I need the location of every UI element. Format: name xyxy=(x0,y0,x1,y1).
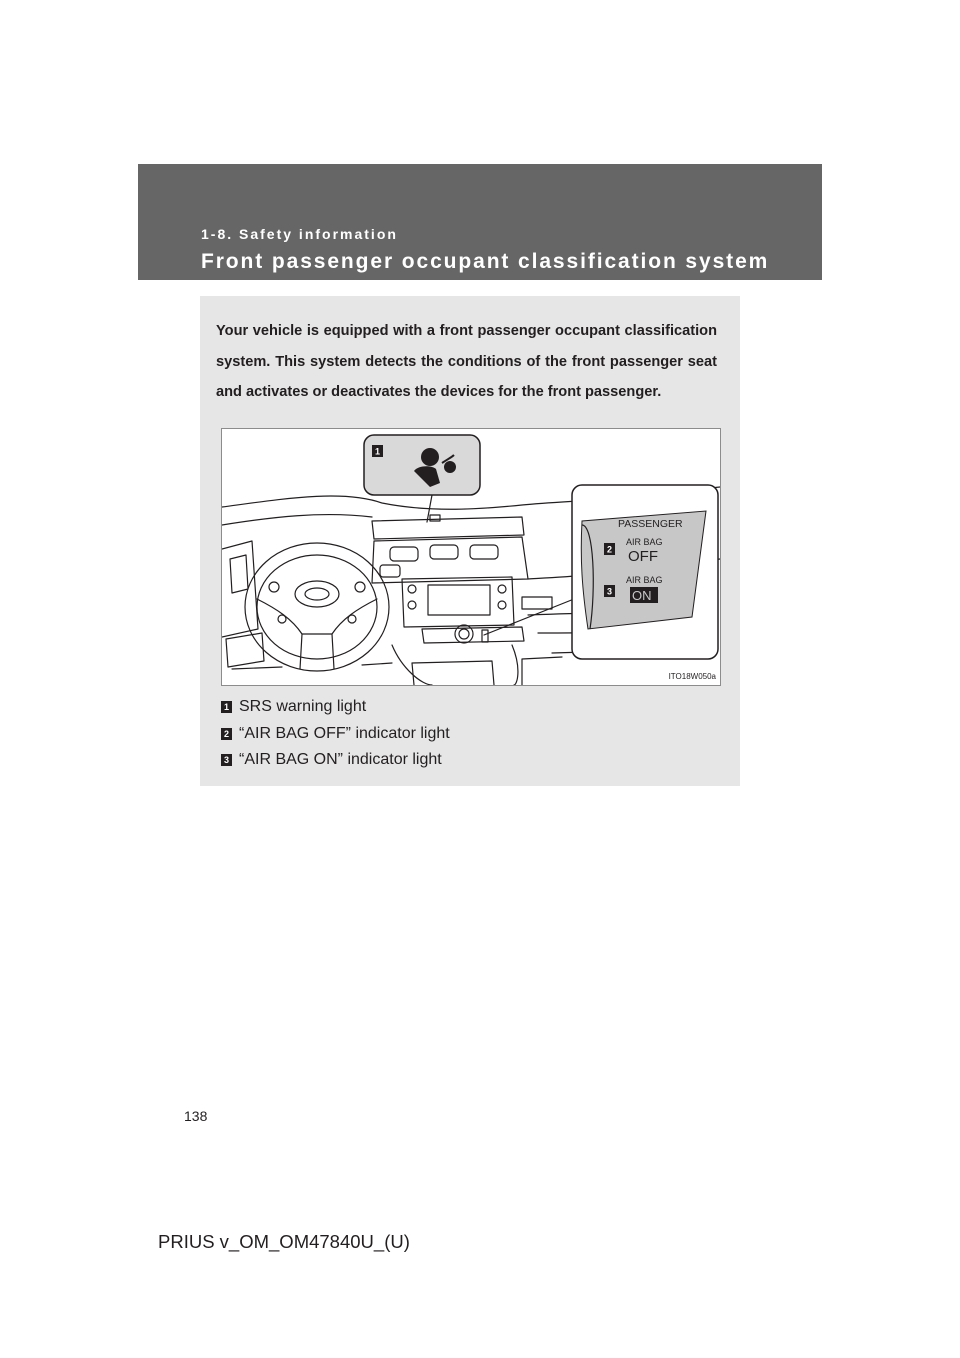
off-indicator: OFF xyxy=(628,548,658,565)
svg-text:2: 2 xyxy=(606,544,613,555)
document-id: PRIUS v_OM_OM47840U_(U) xyxy=(158,1231,410,1252)
number-badge: 3 xyxy=(221,754,232,766)
legend-item xyxy=(221,694,450,721)
page-title: Front passenger occupant classification system xyxy=(201,250,770,273)
legend-item xyxy=(221,721,450,748)
svg-text:1: 1 xyxy=(374,446,381,457)
dashboard-drawing xyxy=(222,429,720,685)
legend-item xyxy=(221,747,450,774)
number-badge: 2 xyxy=(221,728,232,740)
passenger-label: PASSENGER xyxy=(618,518,683,530)
legend-text: SRS warning light xyxy=(239,698,367,716)
legend-text: “AIR BAG OFF” indicator light xyxy=(239,724,450,742)
dashboard-illustration xyxy=(221,428,721,686)
on-indicator: ON xyxy=(632,588,652,603)
airbag-on-label: AIR BAG xyxy=(626,575,663,585)
airbag-off-label: AIR BAG xyxy=(626,537,663,547)
section-label: 1-8. Safety information xyxy=(201,226,398,242)
intro-paragraph: Your vehicle is equipped with a front passenger occupant classification system. This system detects the conditions of the front passenger seat and activates or deactivates the devices for the front passenger. xyxy=(216,323,717,400)
legend-text: “AIR BAG ON” indicator light xyxy=(239,751,442,769)
figure-code: ITO18W050a xyxy=(668,672,716,681)
callout-1 xyxy=(372,445,383,457)
svg-text:3: 3 xyxy=(606,586,613,597)
legend xyxy=(221,694,450,774)
section-header-bar xyxy=(138,164,822,280)
callout-3 xyxy=(604,585,615,597)
number-badge: 1 xyxy=(221,701,232,713)
page-number: 138 xyxy=(184,1108,208,1124)
callout-2 xyxy=(604,543,615,555)
info-box xyxy=(200,296,740,786)
